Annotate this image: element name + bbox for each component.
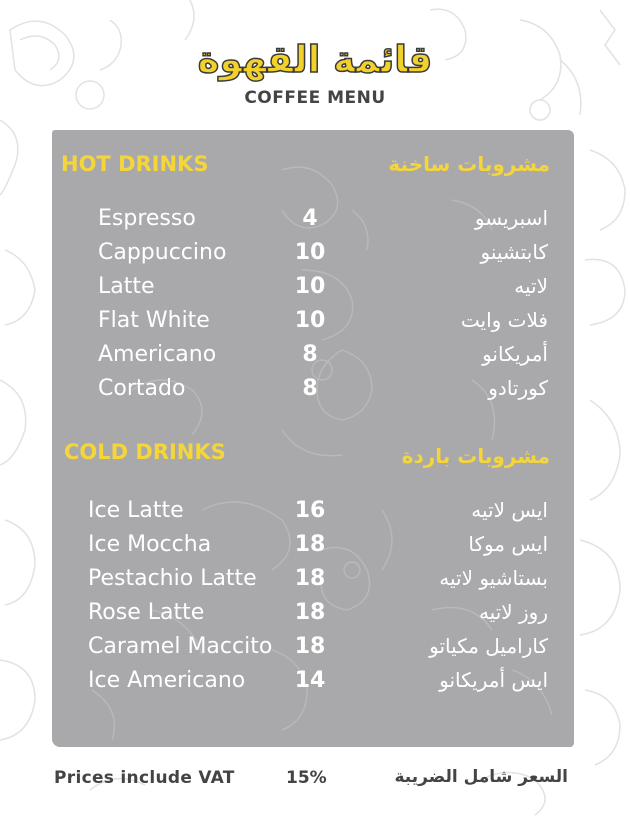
- item-name-arabic: لاتيه: [514, 274, 548, 298]
- item-name-arabic: كاراميل مكياتو: [429, 634, 548, 658]
- item-name-arabic: ايس أمريكانو: [439, 668, 548, 692]
- menu-item-flat-white: [52, 308, 574, 342]
- item-price: 8: [302, 376, 318, 401]
- item-price: 10: [294, 308, 326, 333]
- item-price: 18: [294, 566, 326, 591]
- hot-drinks-heading: HOT DRINKS: [61, 152, 209, 176]
- item-price: 8: [302, 342, 318, 367]
- menu-item-rose-latte: [52, 600, 574, 634]
- item-name: Cortado: [98, 376, 186, 401]
- vat-note-arabic: السعر شامل الضريبة: [394, 767, 568, 787]
- item-name: Ice Latte: [88, 498, 184, 523]
- item-price: 18: [294, 532, 326, 557]
- item-name-arabic: فلات وايت: [460, 308, 548, 332]
- menu-item-ice-americano: [52, 668, 574, 702]
- item-name: Caramel Maccito: [88, 634, 273, 659]
- item-name: Latte: [98, 274, 155, 299]
- item-name-arabic: روز لاتيه: [478, 600, 548, 624]
- item-name: Ice Americano: [88, 668, 246, 693]
- vat-percent: 15%: [286, 768, 327, 788]
- vat-note: Prices include VAT: [54, 768, 235, 788]
- item-name: Rose Latte: [88, 600, 205, 625]
- item-name-arabic: بستاشيو لاتيه: [439, 566, 548, 590]
- item-name-arabic: ايس موكا: [468, 532, 548, 556]
- item-price: 14: [294, 668, 326, 693]
- menu-item-latte: [52, 274, 574, 308]
- menu-item-cortado: [52, 376, 574, 410]
- item-price: 10: [294, 274, 326, 299]
- hot-drinks-heading-arabic: مشروبات ساخنة: [388, 152, 550, 176]
- menu-item-espresso: [52, 206, 574, 240]
- item-price: 16: [294, 498, 326, 523]
- cold-drinks-heading-arabic: مشروبات باردة: [401, 444, 550, 468]
- page-title-arabic: قائمة القهوة: [197, 38, 433, 81]
- item-price: 10: [294, 240, 326, 265]
- menu-item-pestachio-latte: [52, 566, 574, 600]
- menu-panel: [52, 130, 574, 747]
- menu-item-americano: [52, 342, 574, 376]
- item-price: 4: [302, 206, 318, 231]
- item-name-arabic: أمريكانو: [482, 342, 548, 366]
- item-price: 18: [294, 634, 326, 659]
- page-title: COFFEE MENU: [244, 88, 386, 108]
- item-name: Pestachio Latte: [88, 566, 257, 591]
- item-name: Flat White: [98, 308, 210, 333]
- cold-drinks-heading: COLD DRINKS: [64, 440, 226, 464]
- item-price: 18: [294, 600, 326, 625]
- item-name: Americano: [98, 342, 217, 367]
- item-name-arabic: كورتادو: [488, 376, 548, 400]
- menu-item-cappuccino: [52, 240, 574, 274]
- menu-item-ice-latte: [52, 498, 574, 532]
- item-name-arabic: اسبريسو: [474, 206, 548, 230]
- item-name: Ice Moccha: [88, 532, 212, 557]
- menu-item-caramel-maccito: [52, 634, 574, 668]
- item-name-arabic: ايس لاتيه: [471, 498, 548, 522]
- item-name: Cappuccino: [98, 240, 227, 265]
- item-name: Espresso: [98, 206, 196, 231]
- item-name-arabic: كابتشينو: [480, 240, 548, 264]
- menu-item-ice-moccha: [52, 532, 574, 566]
